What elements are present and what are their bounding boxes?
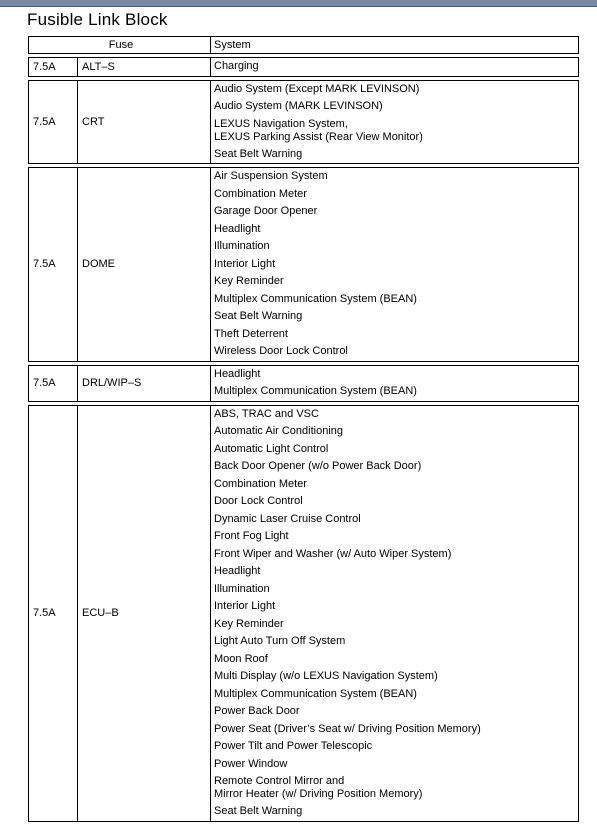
system-item: Audio System (MARK LEVINSON) — [214, 100, 383, 112]
table-row — [29, 405, 579, 821]
system-item: Key Reminder — [214, 617, 284, 630]
system-item: Interior Light — [214, 600, 276, 612]
system-item: Headlight — [214, 222, 261, 235]
fuse-name: ALT–S — [78, 58, 211, 77]
system-item: Combination Meter — [214, 477, 307, 490]
system-list — [211, 365, 579, 401]
system-list — [211, 405, 579, 821]
table-body — [29, 54, 579, 822]
system-item: Power Back Door — [214, 705, 300, 717]
table-row — [29, 58, 579, 77]
top-border-bar — [0, 0, 597, 7]
system-item: Door Lock Control — [214, 495, 303, 507]
system-item: Dynamic Laser Cruise Control — [214, 512, 361, 525]
system-item: Interior Light — [214, 257, 276, 270]
system-item: Illumination — [214, 582, 270, 595]
system-item: Charging — [214, 60, 259, 72]
system-item: Multiplex Communication System (BEAN) — [214, 385, 417, 397]
system-item: Power Seat (Driver’s Seat w/ Driving Position Memory) — [214, 722, 481, 735]
fuse-amperage: 7.5A — [29, 58, 78, 77]
table-row — [29, 168, 579, 362]
header-fuse: Fuse — [29, 37, 211, 54]
fuse-amperage: 7.5A — [29, 168, 78, 362]
system-item: Seat Belt Warning — [214, 805, 303, 817]
system-item: Light Auto Turn Off System — [214, 635, 346, 647]
system-item: Multi Display (w/o LEXUS Navigation System) — [214, 670, 438, 682]
system-item: LEXUS Navigation System, LEXUS Parking Assist (Rear View Monitor) — [214, 117, 423, 143]
system-item: Front Fog Light — [214, 530, 289, 542]
system-item: Multiplex Communication System (BEAN) — [214, 292, 417, 305]
fuse-name: ECU–B — [78, 405, 211, 821]
header-system: System — [211, 37, 579, 54]
system-item: Air Suspension System — [214, 170, 328, 182]
system-item: Automatic Air Conditioning — [214, 425, 344, 437]
system-list — [211, 58, 579, 77]
system-item: Multiplex Communication System (BEAN) — [214, 687, 417, 700]
system-item: Back Door Opener (w/o Power Back Door) — [214, 460, 422, 472]
fuse-table — [28, 36, 579, 822]
fuse-amperage: 7.5A — [29, 365, 78, 401]
table-row — [29, 365, 579, 401]
system-item: Moon Roof — [214, 652, 268, 665]
system-item: Headlight — [214, 565, 261, 577]
system-item: Garage Door Opener — [214, 205, 318, 217]
system-item: Combination Meter — [214, 187, 307, 200]
system-item: Seat Belt Warning — [214, 147, 303, 160]
system-item: Automatic Light Control — [214, 442, 329, 455]
fuse-name: DRL/WIP–S — [78, 365, 211, 401]
fuse-name: CRT — [78, 80, 211, 164]
fuse-amperage: 7.5A — [29, 405, 78, 821]
table-header-row — [29, 37, 579, 54]
system-item: Wireless Door Lock Control — [214, 345, 348, 357]
system-item: Front Wiper and Washer (w/ Auto Wiper System) — [214, 547, 452, 560]
system-item: Seat Belt Warning — [214, 310, 303, 322]
fuse-amperage: 7.5A — [29, 80, 78, 164]
system-item: Key Reminder — [214, 275, 284, 287]
system-item: Power Window — [214, 757, 288, 770]
system-item: Theft Deterrent — [214, 327, 288, 340]
system-item: ABS, TRAC and VSC — [214, 407, 319, 420]
system-list — [211, 80, 579, 164]
table-row — [29, 80, 579, 164]
system-item: Headlight — [214, 367, 261, 380]
system-item: Audio System (Except MARK LEVINSON) — [214, 82, 420, 95]
fuse-name: DOME — [78, 168, 211, 362]
system-list — [211, 168, 579, 362]
page-title: Fusible Link Block — [27, 10, 168, 29]
system-item: Illumination — [214, 240, 270, 252]
system-item: Remote Control Mirror and Mirror Heater (w/ Driving Position Memory) — [214, 775, 423, 800]
system-item: Power Tilt and Power Telescopic — [214, 740, 373, 752]
